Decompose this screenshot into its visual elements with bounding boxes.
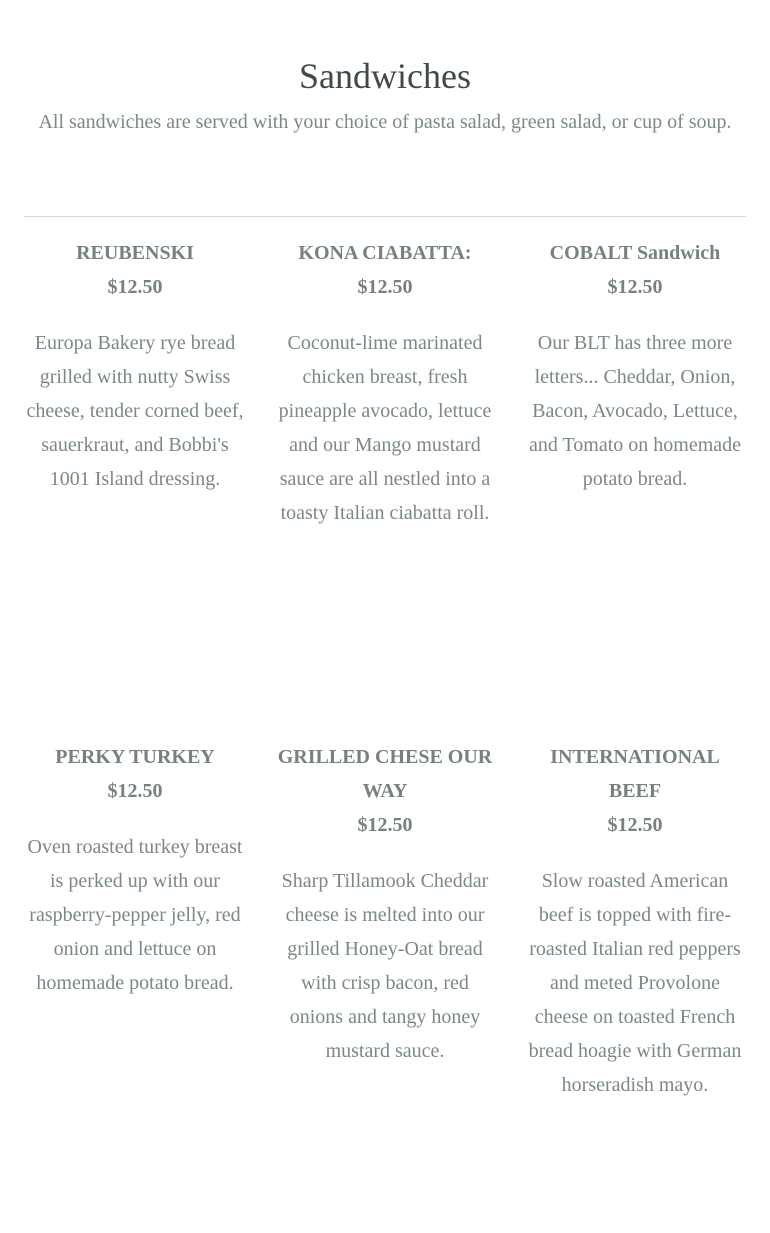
section-title: Sandwiches [299,56,471,96]
item-price: $12.50 [607,276,663,298]
menu-item-cobalt-sandwich [524,236,746,496]
item-description: Slow roasted American beef is topped with fire-roasted Italian red peppers and meted Provolone cheese on toasted French bread hoagie with German horseradish mayo. [528,870,742,1096]
item-description: Sharp Tillamook Cheddar cheese is melted into our grilled Honey-Oat bread with crisp bacon, red onions and tangy honey mustard sauce. [281,870,489,1062]
item-description: Oven roasted turkey breast is perked up with our raspberry-pepper jelly, red onion and lettuce on homemade potato bread. [27,836,243,994]
item-name: GRILLED CHESE OUR WAY [277,746,493,802]
item-price: $12.50 [607,814,663,836]
menu-item-grilled-cheese [274,740,496,1068]
menu-item-kona-ciabatta [274,236,496,530]
menu-item-perky-turkey [24,740,246,1000]
item-price: $12.50 [357,814,413,836]
item-description: Coconut-lime marinated chicken breast, fresh pineapple avocado, lettuce and our Mango mustard sauce are all nestled into a toasty Italian ciabatta roll. [278,332,492,524]
menu-item-reubenski [24,236,246,496]
item-description: Our BLT has three more letters... Cheddar, Onion, Bacon, Avocado, Lettuce, and Tomato on homemade potato bread. [528,332,742,490]
item-price: $12.50 [357,276,413,298]
section-divider [24,216,746,217]
item-name: REUBENSKI [76,242,194,264]
menu-item-international-beef [524,740,746,1102]
item-name: PERKY TURKEY [55,746,215,768]
item-name: COBALT Sandwich [549,242,721,264]
item-price: $12.50 [107,780,163,802]
item-name: INTERNATIONAL BEEF [550,746,720,802]
item-price: $12.50 [107,276,163,298]
section-subtitle: All sandwiches are served with your choice of pasta salad, green salad, or cup of soup. [38,111,732,133]
item-name: KONA CIABATTA: [298,242,472,264]
item-description: Europa Bakery rye bread grilled with nutty Swiss cheese, tender corned beef, sauerkraut, and Bobbi's 1001 Island dressing. [26,332,244,490]
